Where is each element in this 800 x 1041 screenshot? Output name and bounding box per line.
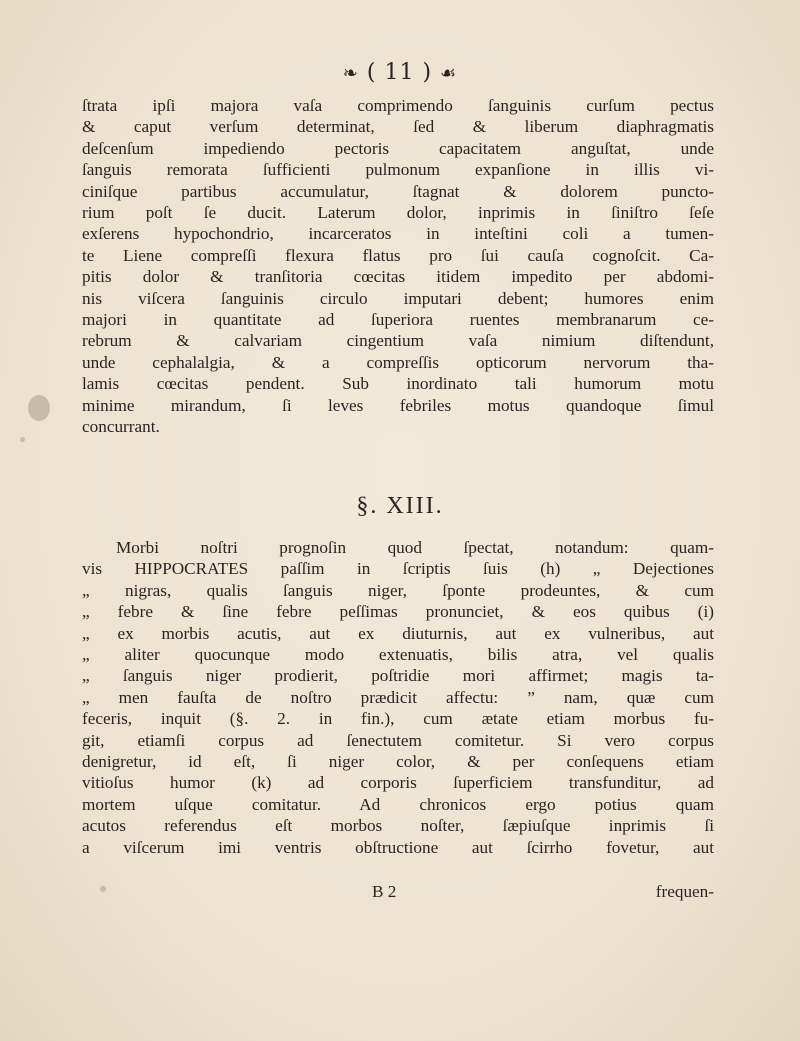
page-header bbox=[0, 60, 800, 85]
text-line: „ febre & ſine febre peſſimas pronunciet, & eos quibus (i) bbox=[82, 602, 714, 622]
ornament-right-icon: ☙ bbox=[440, 63, 458, 84]
text-line: vitioſus humor (k) ad corporis ſuperficiem transfunditur, ad bbox=[82, 773, 714, 793]
paper-stain bbox=[20, 437, 25, 442]
text-line: ciniſque partibus accumulatur, ſtagnat & dolorem puncto- bbox=[82, 181, 714, 201]
text-line: a viſcerum imi ventris obſtructione aut ſcirrho fovetur, aut bbox=[82, 837, 714, 857]
text-line: pitis dolor & tranſitoria cœcitas itidem impedito per abdomi- bbox=[82, 267, 714, 287]
paragraph-2 bbox=[82, 537, 714, 858]
text-line: „ men fauſta de noſtro prædicit affectu: ” nam, quæ cum bbox=[82, 687, 714, 707]
text-line: „ aliter quocunque modo extenuatis, bilis atra, vel qualis bbox=[82, 645, 714, 665]
text-line: lamis cœcitas pendent. Sub inordinato tali humorum motu bbox=[82, 374, 714, 394]
paper-stain bbox=[28, 395, 50, 421]
text-line: Morbi noſtri prognoſin quod ſpectat, notandum: quam- bbox=[116, 538, 714, 557]
text-line: te Liene compreſſi flexura flatus pro ſui cauſa cognoſcit. Ca- bbox=[82, 245, 714, 265]
text-line: „ nigras, qualis ſanguis niger, ſponte prodeuntes, & cum bbox=[82, 580, 714, 600]
text-line: ſtrata ipſi majora vaſa comprimendo ſanguinis curſum pectus bbox=[82, 96, 714, 115]
text-line: ſanguis remorata ſufficienti pulmonum expanſione in illis vi- bbox=[82, 160, 714, 180]
section-heading: §. XIII. bbox=[356, 493, 444, 519]
page-number: ( 11 ) bbox=[366, 60, 433, 85]
text-line: unde cephalalgia, & a compreſſis opticorum nervorum tha- bbox=[82, 352, 714, 372]
text-line: mortem uſque comitatur. Ad chronicos ergo potius quam bbox=[82, 794, 714, 814]
text-line: „ ſanguis niger prodierit, poſtridie mori affirmet; magis ta- bbox=[82, 666, 714, 686]
text-line: acutos referendus eſt morbos noſter, ſæpiuſque inprimis ſi bbox=[82, 816, 714, 836]
text-line: minime mirandum, ſi leves febriles motus quandoque ſimul bbox=[82, 395, 714, 415]
text-line: rebrum & calvariam cingentium vaſa nimium diſtendunt, bbox=[82, 331, 714, 351]
signature-mark: B 2 bbox=[372, 882, 397, 901]
text-line: deſcenſum impediendo pectoris capacitatem anguſtat, unde bbox=[82, 138, 714, 158]
catchword: frequen- bbox=[655, 882, 714, 901]
text-line: vis HIPPOCRATES paſſim in ſcriptis ſuis (h) „ Dejectiones bbox=[82, 559, 714, 579]
page-footer bbox=[82, 882, 714, 906]
text-line: denigretur, id eſt, ſi niger color, & per conſequens etiam bbox=[82, 752, 714, 772]
text-line: concurrant. bbox=[82, 417, 160, 437]
text-line: nis viſcera ſanguinis circulo imputari debent; humores enim bbox=[82, 288, 714, 308]
paragraph-1 bbox=[82, 95, 714, 438]
text-line: rium poſt ſe ducit. Laterum dolor, inprimis in ſiniſtro ſeſe bbox=[82, 203, 714, 223]
paper-stain bbox=[100, 886, 106, 892]
ornament-left-icon: ❧ bbox=[342, 63, 359, 84]
text-line: „ ex morbis acutis, aut ex diuturnis, aut ex vulneribus, aut bbox=[82, 623, 714, 643]
text-line: & caput verſum determinat, ſed & liberum diaphragmatis bbox=[82, 117, 714, 137]
text-line: exſerens hypochondrio, incarceratos in inteſtini coli a tumen- bbox=[82, 224, 714, 244]
text-line: feceris, inquit (§. 2. in fin.), cum ætate etiam morbus fu- bbox=[82, 709, 714, 729]
text-line: git, etiamſi corpus ad ſenectutem comitetur. Si vero corpus bbox=[82, 730, 714, 750]
text-line: majori in quantitate ad ſuperiora ruentes membranarum ce- bbox=[82, 310, 714, 330]
